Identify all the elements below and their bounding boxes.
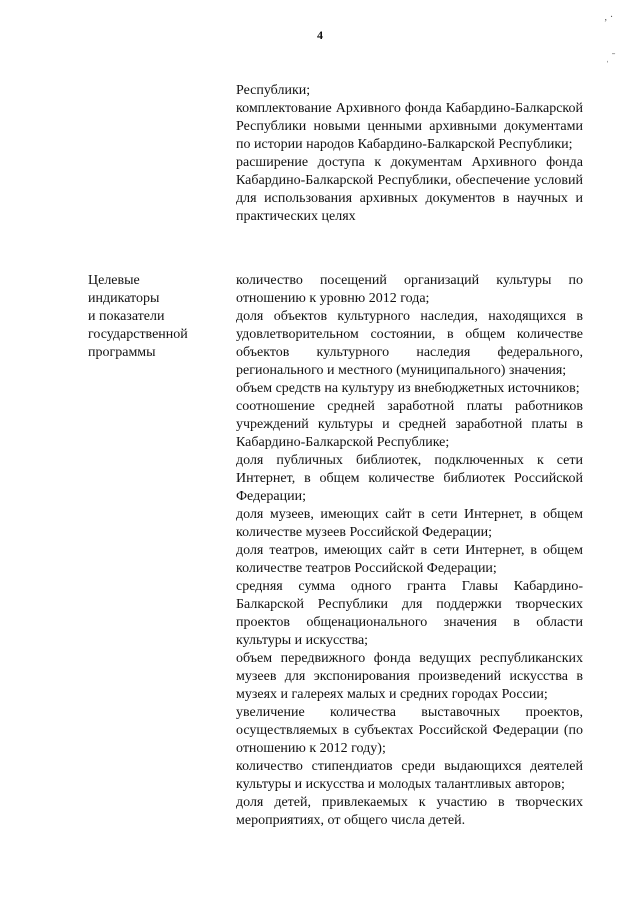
indicator-item: доля публичных библиотек, подключенных к сети Интернет, в общем количестве библиотек Российской Федерации; [236, 453, 583, 504]
goal-paragraph: комплектование Архивного фонда Кабардино-Балкарской Республики новыми ценными архивными документами по истории народов Кабардино-Балкарской Республики; [236, 101, 583, 152]
scan-mark: ‚ · [604, 12, 614, 23]
indicator-item: доля музеев, имеющих сайт в сети Интернет, в общем количестве музеев Российской Федерации; [236, 507, 583, 540]
indicators-label [88, 272, 223, 362]
label-line: индикаторы [88, 291, 160, 306]
indicators-list [236, 272, 583, 830]
label-line: Целевые [88, 273, 140, 288]
indicator-item: увеличение количества выставочных проектов, осуществляемых в субъектах Российской Федерации (по отношению к 2012 году); [236, 705, 583, 756]
label-line: программы [88, 345, 156, 360]
indicator-item: объем средств на культуру из внебюджетных источников; [236, 381, 580, 396]
scan-mark: ˌ ˉ [606, 52, 616, 63]
indicator-item: объем передвижного фонда ведущих республиканских музеев для экспонирования произведений искусства в музеях и галереях малых и средних городах России; [236, 651, 583, 702]
goals-continuation [236, 82, 583, 226]
indicator-item: соотношение средней заработной платы работников учреждений культуры и средней заработной платы в Кабардино-Балкарской Республике; [236, 399, 583, 450]
page-number: 4 [317, 28, 323, 42]
indicator-item: доля театров, имеющих сайт в сети Интернет, в общем количестве театров Российской Федерации; [236, 543, 583, 576]
indicator-item: количество посещений организаций культуры по отношению к уровню 2012 года; [236, 273, 583, 306]
indicator-item: доля объектов культурного наследия, находящихся в удовлетворительном состоянии, в общем количестве объектов культурного наследия федерального, регионального и местного (муниципального) значения; [236, 309, 583, 378]
label-line: и показатели [88, 309, 165, 324]
label-line: государственной [88, 327, 188, 342]
indicator-item: доля детей, привлекаемых к участию в творческих мероприятиях, от общего числа детей. [236, 795, 583, 828]
indicator-item: количество стипендиатов среди выдающихся деятелей культуры и искусства и молодых талантливых авторов; [236, 759, 583, 792]
goal-paragraph: Республики; [236, 83, 311, 98]
indicator-item: средняя сумма одного гранта Главы Кабардино-Балкарской Республики для поддержки творческих проектов общенационального значения в области культуры и искусства; [236, 579, 583, 648]
goal-paragraph: расширение доступа к документам Архивного фонда Кабардино-Балкарской Республики, обеспечение условий для использования архивных документов в научных и практических целях [236, 155, 583, 224]
